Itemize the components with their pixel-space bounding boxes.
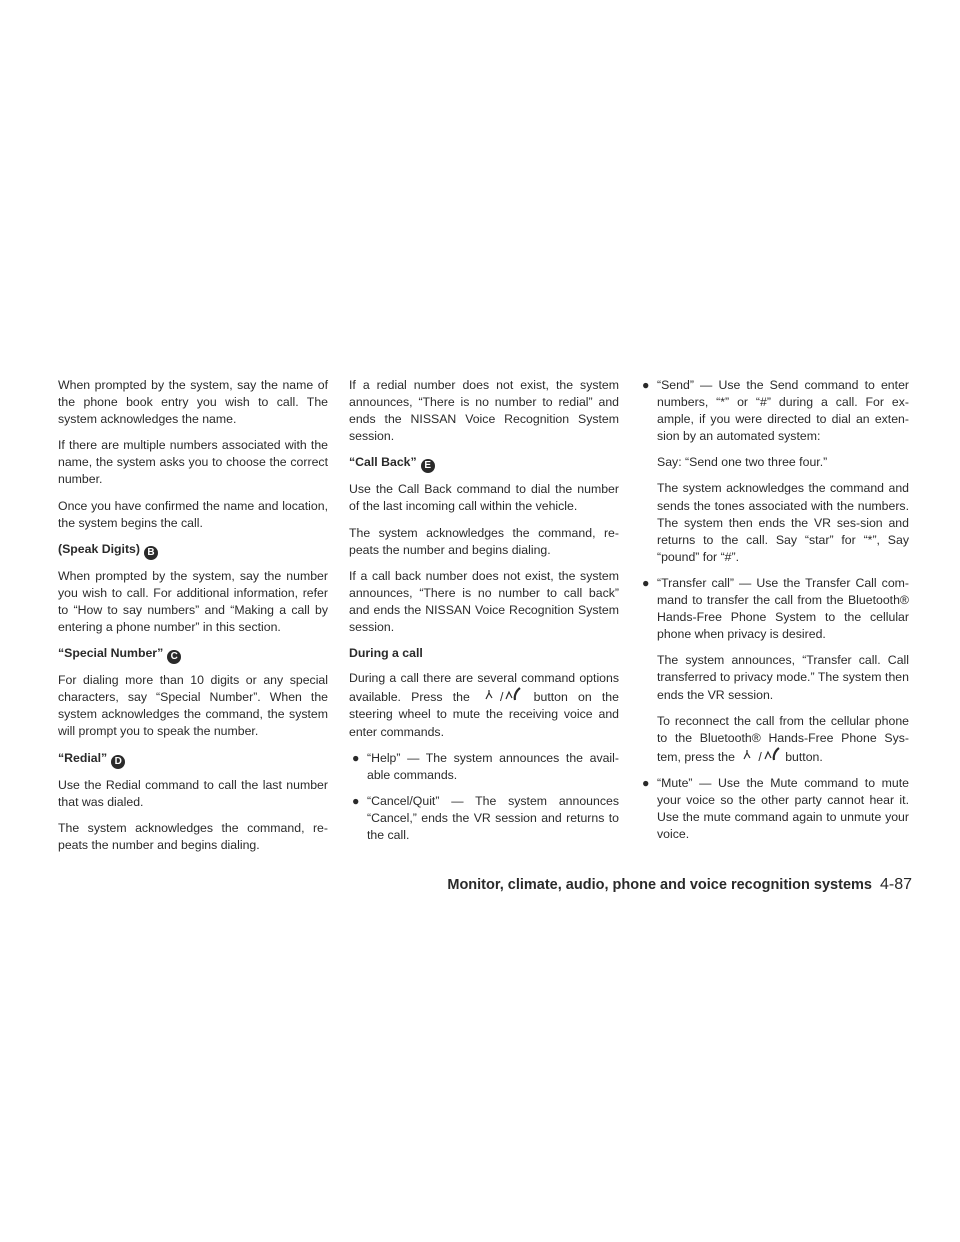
- bullet-help: [349, 750, 619, 784]
- heading-during-a-call: During a call: [349, 646, 423, 661]
- phone-talk-button-icon: [503, 687, 523, 706]
- heading-text: (Speak Digits): [58, 541, 140, 556]
- bullet-icon: ●: [352, 793, 360, 808]
- bullet-icon: ●: [642, 575, 650, 590]
- page-footer: [0, 876, 912, 894]
- paragraph: The system announces, “Transfer call. Call transferred to privacy mode.” The system then ends the VR session.: [657, 653, 909, 702]
- talk-button-icon: [480, 689, 500, 706]
- heading-text: “Redial”: [58, 750, 108, 765]
- paragraph: Say: “Send one two three four.”: [657, 455, 828, 470]
- heading-speak-digits: [58, 541, 328, 560]
- column-1: [58, 377, 328, 863]
- heading-special-number: [58, 645, 328, 664]
- bullet-icon: ●: [642, 378, 650, 392]
- column-3: [639, 377, 909, 852]
- column-2: [349, 377, 619, 853]
- bullet-cancel-quit: [349, 793, 619, 844]
- text-run: button on the steering wheel to mute the receiving voice and enter commands.: [349, 690, 619, 739]
- marker-b-icon: B: [144, 546, 158, 560]
- bullet-transfer-call: [639, 575, 909, 643]
- paragraph: If a redial number does not exist, the system announces, “There is no number to redial” and ends the NISSAN Voice Recognition System session.: [349, 378, 619, 444]
- bullet-mute: [639, 775, 909, 843]
- paragraph: Use the Call Back command to dial the number of the last incoming call within the vehicle.: [349, 482, 619, 514]
- marker-d-icon: D: [111, 755, 125, 769]
- bullet-text: “Cancel/Quit” — The system announces “Cancel,” ends the VR session and returns to the call.: [367, 793, 619, 842]
- paragraph: The system acknowledges the command and sends the tones associated with the numbers. The system then ends the VR ses-sion and returns to the call. Say “star” for “*”, Say “pound” for “#”.: [657, 481, 909, 564]
- talk-button-icon: [738, 749, 758, 766]
- heading-text: “Special Number”: [58, 646, 164, 661]
- text-run: button.: [785, 749, 823, 764]
- slash: /: [758, 749, 762, 764]
- bullet-text: “Help” — The system announces the avail-able commands.: [367, 750, 619, 782]
- page-number: 4-87: [879, 876, 912, 893]
- paragraph: [639, 713, 909, 766]
- text-run: During a call there are several command options available. Press the: [349, 671, 619, 705]
- paragraph: The system acknowledges the command, re-peats the number and begins dialing.: [58, 820, 328, 852]
- slash: /: [500, 690, 504, 705]
- heading-text: “Call Back”: [349, 455, 417, 470]
- paragraph: The system acknowledges the command, re-peats the number and begins dialing.: [349, 525, 619, 557]
- paragraph: For dialing more than 10 digits or any special characters, say “Special Number”. When the system acknowledges the command, the system will prompt you to speak the number.: [58, 673, 328, 739]
- bullet-icon: ●: [352, 750, 360, 765]
- bullet-text: “Transfer call” — Use the Transfer Call com-mand to transfer the call from the Bluetooth® Hands-Free Phone System to the cellular phone when privacy is desired.: [657, 575, 909, 642]
- bullet-send: [639, 377, 909, 445]
- marker-e-icon: E: [421, 459, 435, 473]
- phone-talk-button-icon: [762, 747, 782, 766]
- heading-redial: [58, 750, 328, 769]
- marker-c-icon: C: [167, 650, 181, 664]
- bullet-text: “Send” — Use the Send command to enter numbers, “*” or “#” during a call. For ex-ample, if you were directed to dial an exten-sion by an automated system:: [657, 378, 909, 444]
- bullet-icon: ●: [642, 775, 650, 790]
- paragraph: When prompted by the system, say the number you wish to call. For additional information, refer to “How to say numbers” and “Making a call by entering a phone number” in this section.: [58, 568, 328, 635]
- paragraph: If a call back number does not exist, the system announces, “There is no number to call back” and ends the NISSAN Voice Recognition System session.: [349, 568, 619, 635]
- paragraph: If there are multiple numbers associated with the name, the system asks you to choose the correct number.: [58, 438, 328, 487]
- text-run: To reconnect the call from the cellular phone to the Bluetooth® Hands-Free Phone Sys-tem, press the: [657, 713, 909, 764]
- paragraph: Use the Redial command to call the last number that was dialed.: [58, 777, 328, 809]
- heading-call-back: [349, 454, 619, 473]
- paragraph: When prompted by the system, say the name of the phone book entry you wish to call. The system acknowledges the name.: [58, 378, 328, 427]
- section-title: Monitor, climate, audio, phone and voice recognition systems: [447, 877, 872, 893]
- paragraph: Once you have confirmed the name and location, the system begins the call.: [58, 498, 328, 530]
- bullet-text: “Mute” — Use the Mute command to mute your voice so the other party cannot hear it. Use the mute command again to unmute your voice.: [657, 775, 909, 842]
- paragraph: [349, 670, 619, 740]
